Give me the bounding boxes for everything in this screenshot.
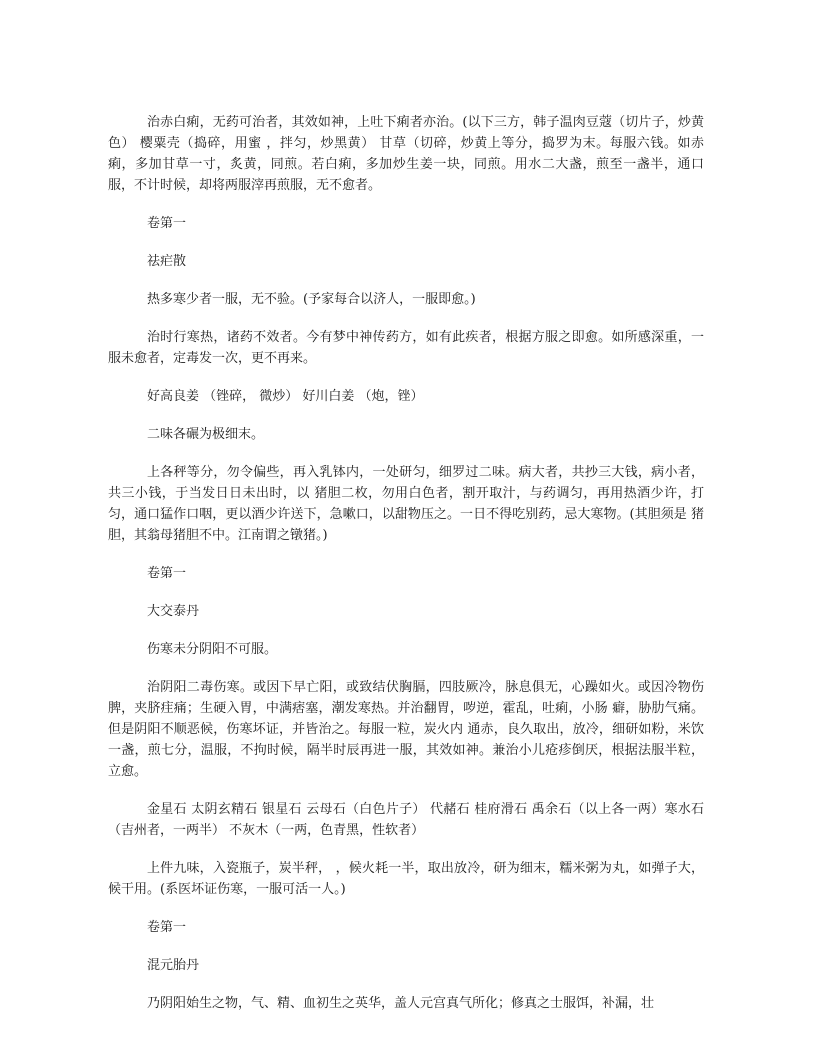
document-page [108, 112, 704, 1031]
recipe-title: 大交泰丹 [147, 604, 200, 619]
recipe-title: 混元胎丹 [147, 958, 200, 973]
section-heading: 卷第一 [147, 216, 187, 231]
paragraph: 治阴阳二毒伤寒。或因下早亡阳，或致结伏胸膈，四肢厥冷，脉息俱无，心躁如火。或因冷物伤脾，夹脐疰痛；生硬入胃，中满痞塞，潮发寒热。并治翻胃，哕逆，霍乱，吐痢，小肠 癖，胁肋气痛。但是阴阳不顺恶候，伤寒坏证，并皆治之。每服一粒，炭火内 通赤，良久取出，放冷，细研如粉，米饮一盏，煎七分，温服，不拘时候，隔半时辰再进一服，其效如神。兼治小儿疮疹倒厌，根据法服半粒，立愈。 [108, 680, 704, 779]
section-heading: 卷第一 [147, 920, 187, 935]
paragraph: 治赤白痢，无药可治者，其效如神，上吐下痢者亦治。(以下三方，韩子温肉豆蔻（切片子，炒黄色） 樱粟壳（捣碎，用蜜 ，拌匀，炒黑黄） 甘草（切碎，炒黄上等分，捣罗为末。每服六钱。如赤痢，多加甘草一寸，炙黄，同煎。若白痢，多加炒生姜一块，同煎。用水二大盏，煎至一盏半，通口服，不计时候，却将两服滓再煎服，无不愈者。 [108, 115, 704, 193]
ingredient-line: 金星石 太阴玄精石 银星石 云母石（白色片子） 代赭石 桂府滑石 禹余石（以上各一两）寒水石（吉州者，一两半） 不灰木（一两，色青黑，性软者） [108, 802, 704, 838]
paragraph: 上各秤等分，勿令偏些，再入乳钵内，一处研匀，细罗过二味。病大者，共抄三大钱，病小者，共三小钱，于当发日日未出时，以 猪胆二枚，勿用白色者，割开取汁，与药调匀，再用热酒少许，打匀，通口猛作口咽，更以酒少许送下，急嗽口，以甜物压之。一日不得吃别药，忌大寒物。(其胆须是 猪胆，其翁母猪胆不中。江南谓之镦猪。) [108, 465, 704, 543]
section-heading: 卷第一 [147, 566, 187, 581]
paragraph: 二味各碾为极细末。 [147, 427, 265, 442]
paragraph: 伤寒未分阴阳不可服。 [147, 642, 278, 657]
paragraph: 治时行寒热，诸药不效者。今有梦中神传药方，如有此疾者，根据方服之即愈。如所感深重，一服未愈者，定毒发一次，更不再来。 [108, 330, 704, 366]
ingredient-line: 好高良姜 （锉碎， 微炒） 好川白姜 （炮，锉） [147, 389, 424, 404]
recipe-title: 祛疟散 [147, 254, 187, 269]
paragraph: 乃阴阳始生之物，气、精、血初生之英华，盖人元宫真气所化；修真之士服饵，补漏，壮 [147, 996, 655, 1011]
paragraph: 上件九味，入瓷瓶子，炭半秤， ，候火耗一半，取出放冷，研为细末，糯米粥为丸，如弹子大，候干用。(系医坏证伤寒，一服可活一人。) [108, 861, 704, 897]
paragraph: 热多寒少者一服，无不验。(予家每合以济人，一服即愈。) [147, 292, 476, 307]
